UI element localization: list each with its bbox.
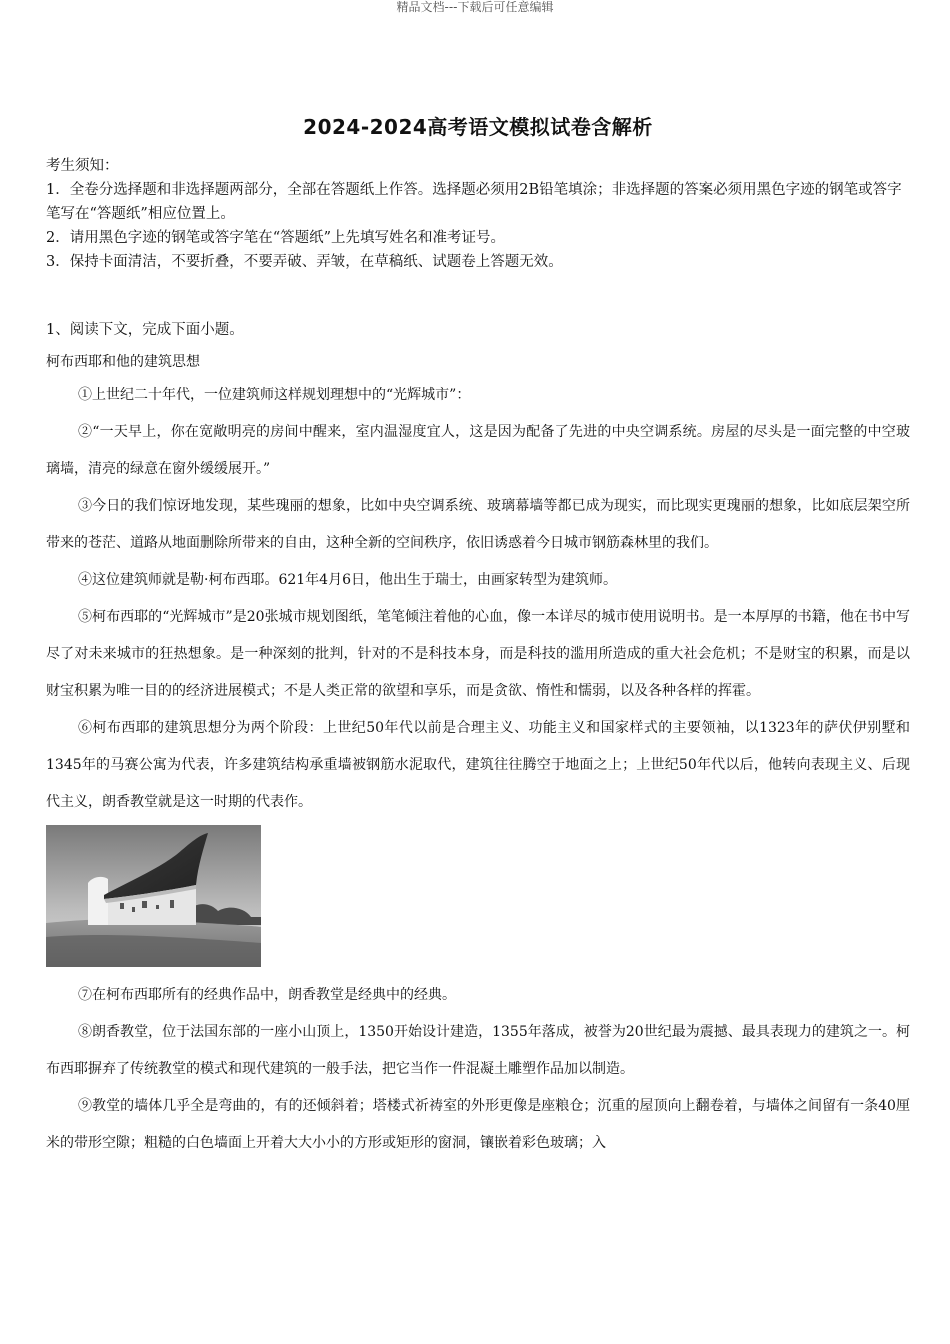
notice-item: 2．请用黑色字迹的钢笔或答字笔在“答题纸”上先填写姓名和准考证号。 — [46, 230, 506, 246]
article-paragraph: ⑦在柯布西耶所有的经典作品中，朗香教堂是经典中的经典。 — [78, 987, 456, 1003]
exam-notice — [46, 154, 910, 274]
article-paragraph: ⑤柯布西耶的“光辉城市”是20张城市规划图纸，笔笔倾注着他的心血，像一本详尽的城市使用说明书。是一本厚厚的书籍，他在书中写尽了对未来城市的狂热想象。是一种深刻的批判，针对的不是科技本身，而是科技的滥用所造成的重大社会危机；不是财宝的积累，而是以财宝积累为唯一目的的经济进展模式；不是人类正常的欲望和享乐，而是贪欲、惰性和懦弱，以及各种各样的挥霍。 — [46, 609, 910, 699]
article-title: 柯布西耶和他的建筑思想 — [46, 354, 200, 370]
article-paragraph: ④这位建筑师就是勒·柯布西耶。621年4月6日，他出生于瑞士，由画家转型为建筑师。 — [78, 572, 617, 588]
question-heading: 1、阅读下文，完成下面小题。 — [46, 322, 244, 338]
document-title: 2024-2024高考语文模拟试卷含解析 — [303, 115, 653, 139]
article-paragraph: ③今日的我们惊讶地发现，某些瑰丽的想象，比如中央空调系统、玻璃幕墙等都已成为现实，而比现实更瑰丽的想象，比如底层架空所带来的苍茫、道路从地面删除所带来的自由，这种全新的空间秩序，依旧诱惑着今日城市钢筋森林里的我们。 — [46, 498, 910, 551]
article-paragraph: ②“一天早上，你在宽敞明亮的房间中醒来，室内温湿度宜人，这是因为配备了先进的中央空调系统。房屋的尽头是一面完整的中空玻璃墙，清亮的绿意在窗外缓缓展开。” — [46, 424, 910, 477]
page-watermark: 精品文档---下载后可任意编辑 — [396, 0, 554, 14]
notice-item: 1．全卷分选择题和非选择题两部分，全部在答题纸上作答。选择题必须用2B铅笔填涂；非选择题的答案必须用黑色字迹的钢笔或答字笔写在“答题纸”相应位置上。 — [46, 182, 902, 222]
document-page — [46, 112, 910, 1162]
article-paragraph: ⑧朗香教堂，位于法国东部的一座小山顶上，1350开始设计建造，1355年落成，被誉为20世纪最为震撼、最具表现力的建筑之一。柯布西耶摒弃了传统教堂的模式和现代建筑的一般手法，把它当作一件混凝土雕塑作品加以制造。 — [46, 1024, 910, 1077]
notice-heading: 考生须知： — [46, 158, 119, 174]
article-paragraph: ①上世纪二十年代，一位建筑师这样规划理想中的“光辉城市”： — [78, 387, 471, 403]
notice-item: 3．保持卡面清洁，不要折叠，不要弄破、弄皱，在草稿纸、试题卷上答题无效。 — [46, 254, 563, 270]
ronchamp-chapel-photo — [46, 825, 261, 967]
article-paragraph: ⑨教堂的墙体几乎全是弯曲的，有的还倾斜着；塔楼式祈祷室的外形更像是座粮仓；沉重的屋顶向上翻卷着，与墙体之间留有一条40厘米的带形空隙；粗糙的白色墙面上开着大大小小的方形或矩形的窗洞，镶嵌着彩色玻璃；入 — [46, 1098, 910, 1151]
article-paragraph: ⑥柯布西耶的建筑思想分为两个阶段：上世纪50年代以前是合理主义、功能主义和国家样式的主要领袖，以1323年的萨伏伊别墅和1345年的马赛公寓为代表，许多建筑结构承重墙被钢筋水泥取代，建筑往往腾空于地面之上；上世纪50年代以后，他转向表现主义、后现代主义，朗香教堂就是这一时期的代表作。 — [46, 720, 910, 810]
